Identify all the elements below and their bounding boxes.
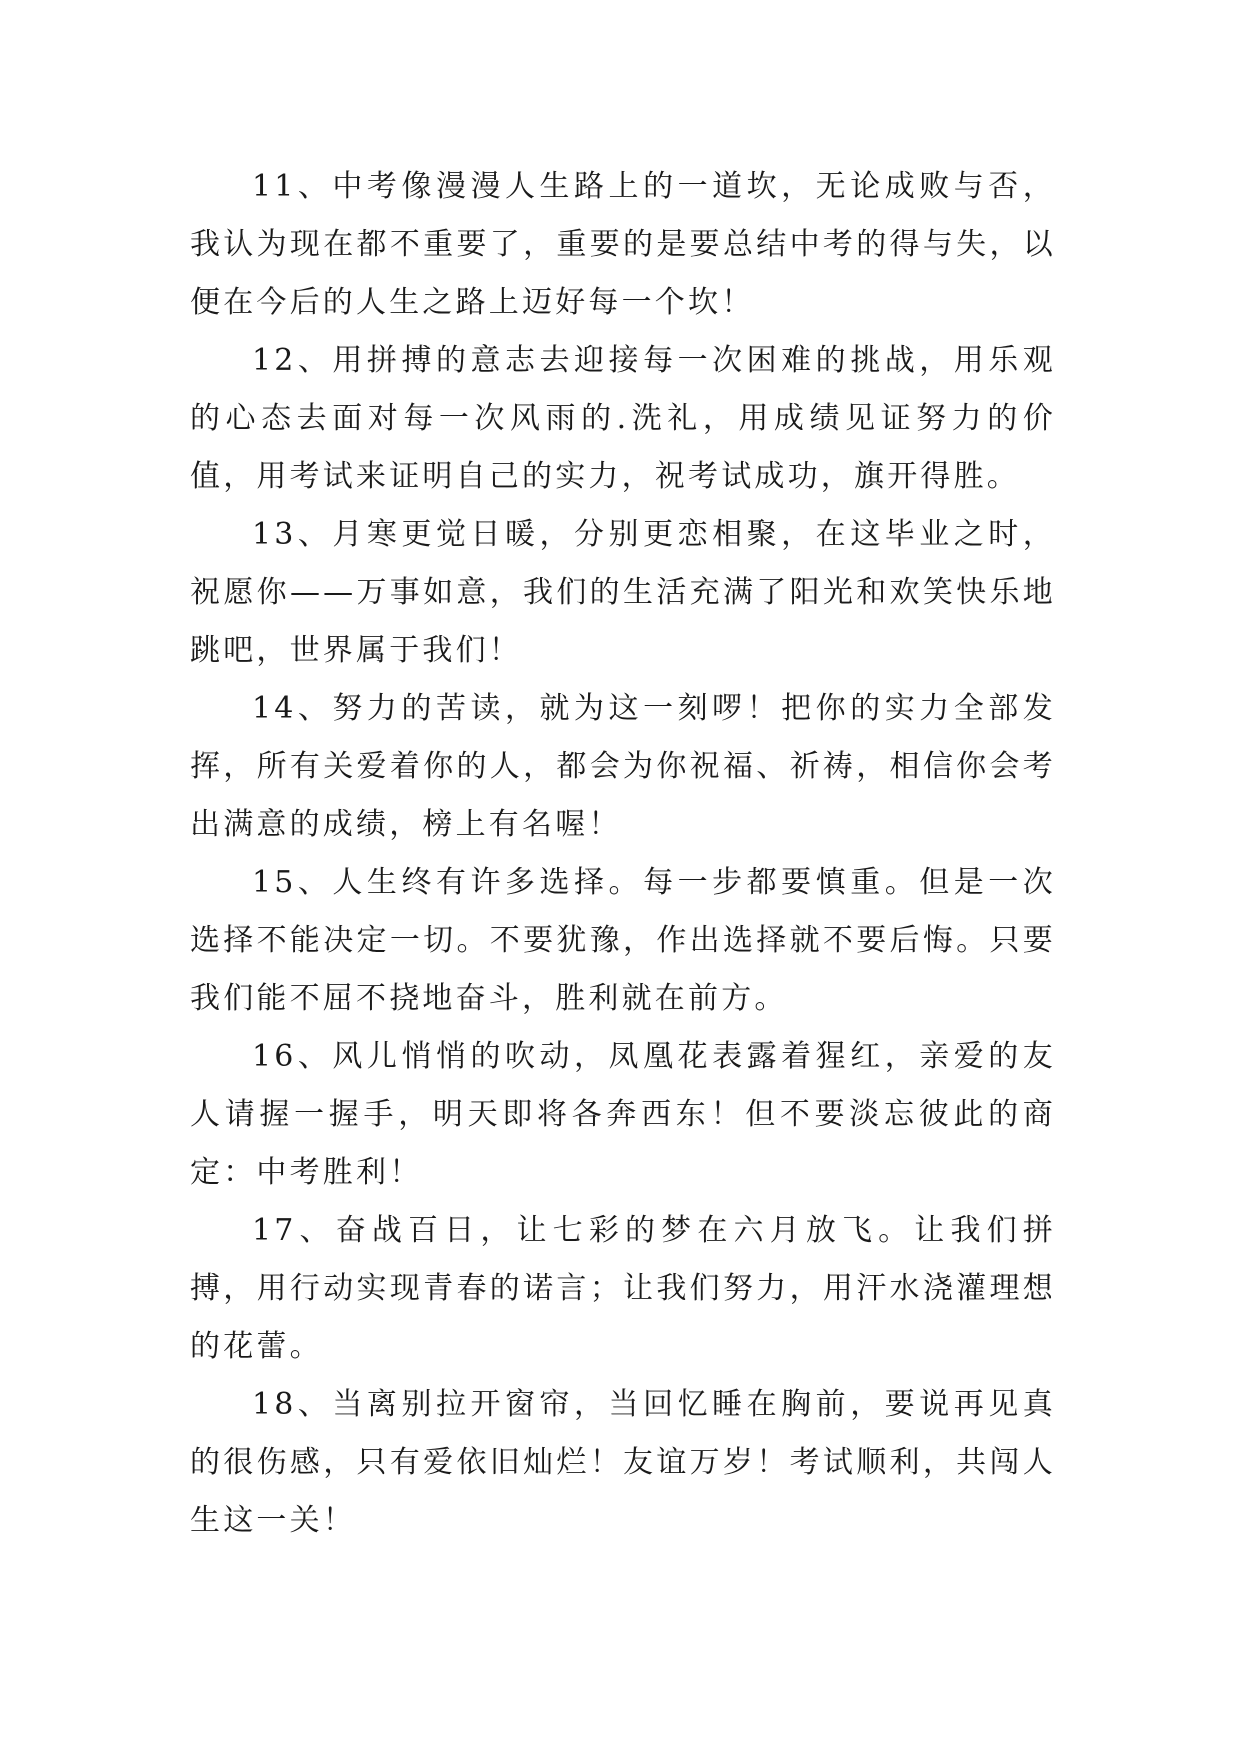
paragraph-18: 18、当离别拉开窗帘，当回忆睡在胸前，要说再见真的很伤感，只有爱依旧灿烂！友谊万岁！考试顺利，共闯人生这一关！ [190,1387,1056,1538]
document-body [190,158,1056,1550]
paragraph-13: 13、月寒更觉日暖，分别更恋相聚，在这毕业之时，祝愿你——万事如意，我们的生活充满了阳光和欢笑快乐地跳吧，世界属于我们！ [190,517,1056,668]
paragraph-16: 16、风儿悄悄的吹动，凤凰花表露着猩红，亲爱的友人请握一握手，明天即将各奔西东！但不要淡忘彼此的商定：中考胜利！ [190,1039,1056,1190]
paragraph-14: 14、努力的苦读，就为这一刻啰！把你的实力全部发挥，所有关爱着你的人，都会为你祝福、祈祷，相信你会考出满意的成绩，榜上有名喔！ [190,691,1056,842]
paragraph-11: 11、中考像漫漫人生路上的一道坎，无论成败与否，我认为现在都不重要了，重要的是要总结中考的得与失，以便在今后的人生之路上迈好每一个坎！ [190,169,1056,320]
paragraph-15: 15、人生终有许多选择。每一步都要慎重。但是一次选择不能决定一切。不要犹豫，作出选择就不要后悔。只要我们能不屈不挠地奋斗，胜利就在前方。 [190,865,1056,1016]
paragraph-12: 12、用拼搏的意志去迎接每一次困难的挑战，用乐观的心态去面对每一次风雨的.洗礼，用成绩见证努力的价值，用考试来证明自己的实力，祝考试成功，旗开得胜。 [190,343,1056,494]
paragraph-17: 17、奋战百日，让七彩的梦在六月放飞。让我们拼搏，用行动实现青春的诺言；让我们努力，用汗水浇灌理想的花蕾。 [190,1213,1056,1364]
